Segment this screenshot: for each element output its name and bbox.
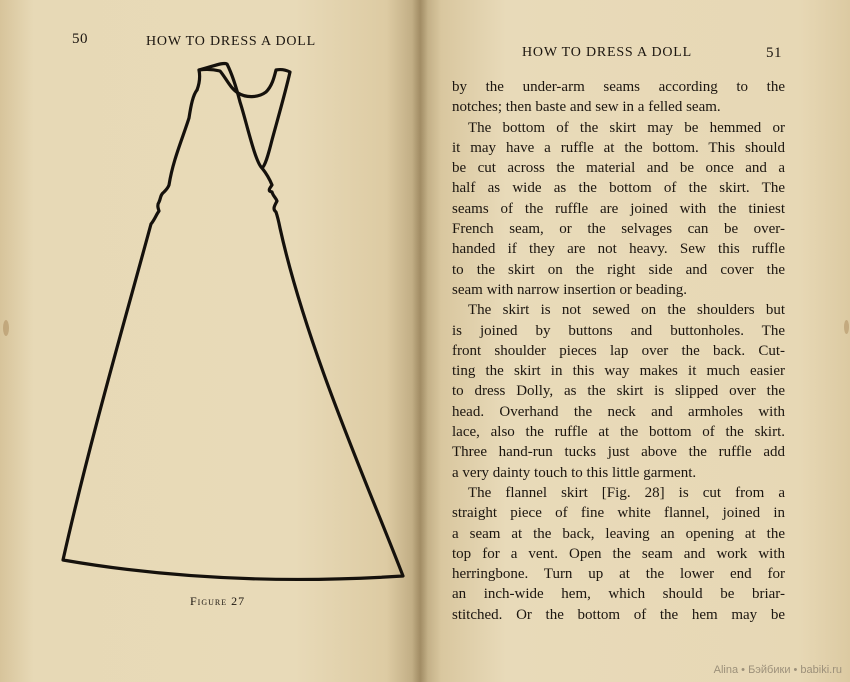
text-line: a very dainty touch to this little garment. [452, 464, 697, 481]
text-line: seam with narrow insertion or beading. [452, 281, 687, 298]
text-line: be cut across the material and be once and a [452, 160, 785, 177]
text-line: French seam, or the selvages can be over- [452, 221, 785, 238]
dress-pattern-outline-icon [50, 60, 410, 590]
watermark: Alina • Бэйбики • babiki.ru [713, 664, 842, 676]
text-line: handed if they are not heavy. Sew this ruffle [452, 241, 785, 258]
text-line: by the under-arm seams according to the [452, 79, 785, 95]
text-line: it may have a ruffle at the bottom. This should [452, 139, 785, 156]
text-line: stitched. Or the bottom of the hem may be [452, 606, 785, 623]
right-running-head: HOW TO DRESS A DOLL [522, 45, 692, 60]
page-stain [844, 320, 849, 334]
text-line: to the skirt on the right side and cover the [452, 261, 785, 278]
text-line: herringbone. Turn up at the lower end for [452, 566, 785, 583]
text-line: lace, also the ruffle at the bottom of the skirt. [452, 424, 785, 441]
text-line: to dress Dolly, as the skirt is slipped over the [452, 383, 785, 400]
text-line: Three hand-run tucks just above the ruffle add [452, 444, 785, 461]
text-line: half as wide as the bottom of the skirt. The [452, 180, 785, 197]
text-line: front shoulder pieces lap over the back. Cut- [452, 342, 785, 359]
text-line: is joined by buttons and buttonholes. The [452, 322, 785, 339]
page-stain [3, 320, 9, 336]
figure-caption: Figure 27 [190, 594, 246, 608]
text-line: The bottom of the skirt may be hemmed or [468, 119, 785, 136]
text-line: straight piece of fine white flannel, joined in [452, 505, 785, 522]
left-running-head: HOW TO DRESS A DOLL [146, 34, 316, 49]
text-line: top for a vent. Open the seam and work with [452, 545, 785, 562]
left-page [0, 0, 420, 682]
text-line: an inch-wide hem, which should be briar- [452, 586, 785, 603]
book-gutter [412, 0, 428, 682]
text-line: ting the skirt in this way makes it much easier [452, 363, 785, 380]
right-page-body [452, 77, 785, 625]
text-line: The flannel skirt [Fig. 28] is cut from a [468, 484, 785, 501]
text-line: The skirt is not sewed on the shoulders but [468, 302, 785, 319]
text-line: head. Overhand the neck and armholes with [452, 403, 785, 420]
text-line: a seam at the back, leaving an opening at the [452, 525, 785, 542]
text-line: seams of the ruffle are joined with the tiniest [452, 200, 785, 217]
right-page-number: 51 [766, 45, 782, 61]
text-line: notches; then baste and sew in a felled seam. [452, 99, 721, 116]
left-page-number: 50 [72, 31, 88, 47]
